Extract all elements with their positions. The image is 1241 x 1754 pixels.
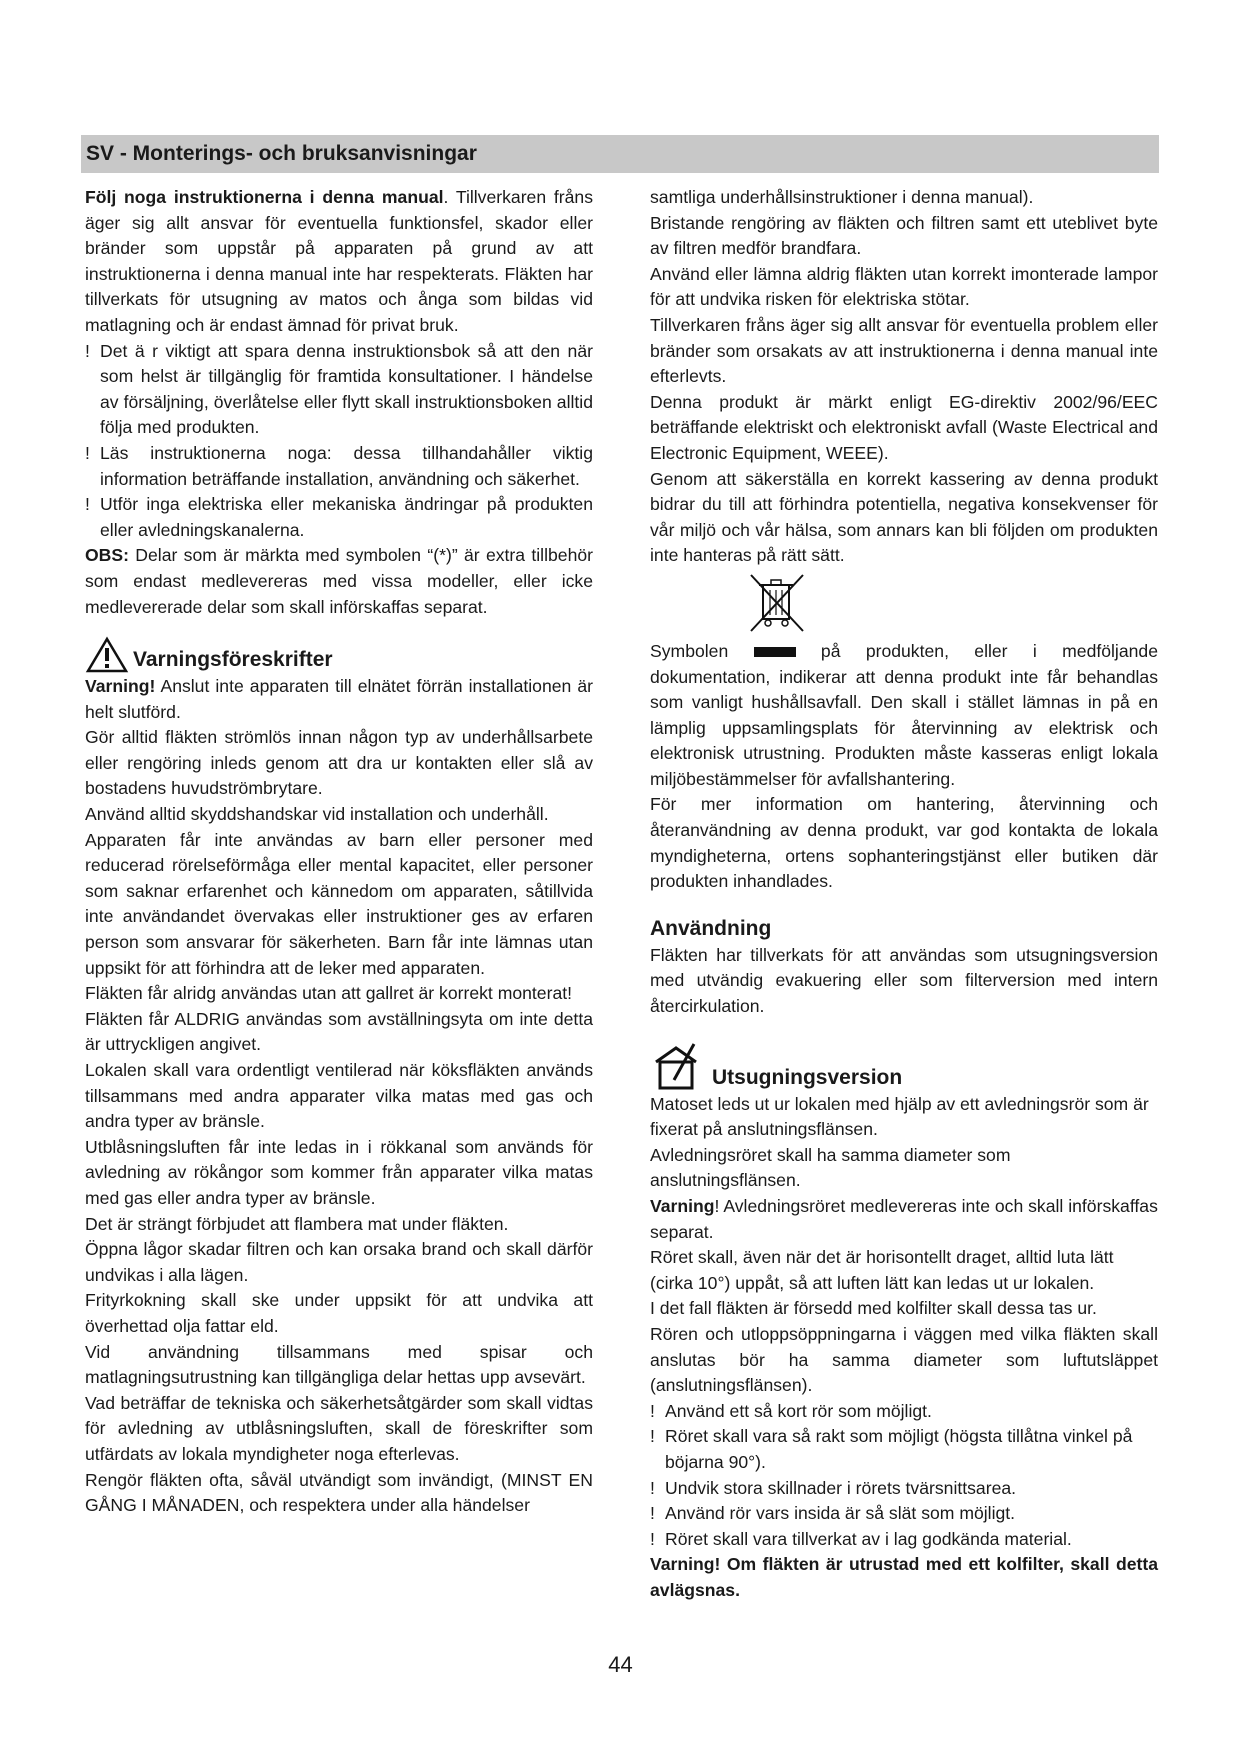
paragraph: Öppna lågor skadar filtren och kan orsaka brand och skall därför undvikas i alla lägen. [85, 1239, 593, 1285]
exclamation-icon: ! [650, 1400, 655, 1421]
paragraph: Vad beträffar de tekniska och säkerhetsåtgärder som skall vidtas för avledning av utblåsningsluften, skall de föreskrifter som utfärdats av lokala myndigheter noga efterlevas. [85, 1392, 593, 1464]
paragraph: Utblåsningsluften får inte ledas in i rökkanal som används för avledning av rökångor som kommer från apparater vilka matas med gas eller andra typer av bränsle. [85, 1136, 593, 1208]
final-warning: Varning! Om fläkten är utrustad med ett kolfilter, skall detta avlägsnas. [650, 1554, 1158, 1600]
paragraph: samtliga underhållsinstruktioner i denna manual). [650, 187, 1034, 207]
exclamation-icon: ! [650, 1477, 655, 1498]
paragraph: Det är strängt förbjudet att flambera mat under fläkten. [85, 1213, 509, 1234]
bullet-straight-pipe [650, 1424, 1158, 1475]
page-header [81, 135, 1159, 173]
exclamation-icon: ! [85, 442, 90, 463]
bullet-keep-manual [85, 339, 593, 441]
paragraph: Tillverkaren fråns äger sig allt ansvar för eventuella problem eller bränder som orsakats av att instruktionerna i denna manual inte efterlevts. [650, 314, 1158, 387]
warning-text: ! Avledningsröret medlevereras inte och skall införskaffas separat. [650, 1196, 1158, 1242]
right-column [650, 185, 1158, 1604]
bullet-text: Använd ett så kort rör som möjligt. [665, 1400, 932, 1421]
symbol-word: på [820, 640, 841, 661]
warning-triangle-icon [85, 636, 129, 674]
bullet-smooth-pipe [650, 1501, 1158, 1527]
paragraph: För mer information om hantering, återvinning och återanvändning av denna produkt, var god kontakta de lokala myndigheterna, ortens sophanteringstjänst eller butiken där produkten inhandlades. [650, 794, 1158, 892]
usage-heading: Användning [650, 916, 772, 940]
exclamation-icon: ! [85, 340, 90, 361]
symbol-line [650, 639, 1158, 665]
paragraph: Använd eller lämna aldrig fläkten utan korrekt imonterade lampor för att undvika risken för elektriska stötar. [650, 263, 1158, 310]
paragraph: Lokalen skall vara ordentligt ventilerad när köksfläkten används tillsammans med andra apparater vilka matas med gas och andra typer av bränsle. [85, 1060, 593, 1132]
exclamation-icon: ! [650, 1426, 655, 1447]
exclamation-icon: ! [85, 494, 90, 515]
bullet-text: Röret skall vara tillverkat av i lag godkända material. [665, 1528, 1072, 1549]
bullet-text: Utför inga elektriska eller mekaniska ändringar på produkten eller avledningskanalerna. [100, 494, 593, 540]
warnings-section-heading [85, 636, 593, 674]
paragraph: Fläkten får ALDRIG användas som avställningsyta om inte detta är uttryckligen angivet. [85, 1008, 593, 1055]
page-number: 44 [608, 1652, 633, 1677]
paragraph: Vid användning tillsammans med spisar och matlagningsutrustning kan tillgängliga delar hettas upp avsevärt. [85, 1341, 593, 1388]
warning-label: Varning [650, 1196, 715, 1216]
bullet-cross-section [650, 1476, 1158, 1502]
paragraph: Avledningsröret skall ha samma diameter som anslutningsflänsen. [650, 1144, 1011, 1191]
warnings-heading: Varningsföreskrifter [133, 648, 333, 672]
left-column [85, 185, 593, 1519]
bullet-approved-material [650, 1527, 1158, 1553]
bullet-no-modifications [85, 492, 593, 543]
usage-section-heading [650, 915, 1158, 943]
obs-text: Delar som är märkta med symbolen “(*)” är extra tillbehör som endast medlevereras med vissa modeller, eller icke medlevererade delar som skall införskaffas separat. [85, 545, 593, 617]
symbol-word: i [1032, 640, 1037, 661]
bullet-text: Det ä r viktigt att spara denna instruktionsbok så att den när som helst är tillgänglig för framtida konsultationer. I händelse av försäljning, överlåtelse eller flytt skall instruktionsboken alltid följa med produkten. [100, 340, 593, 438]
weee-bar-icon [754, 647, 796, 657]
symbol-word: produkten, [865, 640, 949, 661]
paragraph: Fläkten har tillverkats för att användas som utsugningsversion med utvändig evakuering eller som filterversion med intern återcirkulation. [650, 944, 1158, 1017]
exhaust-section-heading [650, 1040, 1158, 1092]
intro-text: . Tillverkaren fråns äger sig allt ansvar för eventuella funktionsfel, skador eller bränder som uppstår på apparaten på grund av att instruktionerna i denna manual inte har respekterats. Fläkten har tillverkats för utsugning av matos och ånga som bildas vid matlagning och är endast ämnad för privat bruk. [85, 187, 594, 335]
bullet-read-instructions [85, 441, 593, 492]
paragraph: I det fall fläkten är försedd med kolfilter skall dessa tas ur. [650, 1298, 1097, 1319]
paragraph: dokumentation, indikerar att denna produkt inte får behandlas som vanligt hushållsavfall. Den skall i stället lämnas in på en lämplig uppsamlingsplats för återvinning av elektrisk och elektronisk utrustning. Produkten måste kasseras enligt lokala miljöbestämmelser för avfallshantering. [650, 666, 1158, 789]
obs-label: OBS: [85, 545, 129, 566]
house-exhaust-icon [650, 1040, 710, 1092]
weee-symbol-area [650, 569, 1158, 639]
warning-paragraph [85, 674, 593, 725]
paragraph: Använd alltid skyddshandskar vid installation och underhåll. [85, 804, 549, 825]
bullet-text: Läs instruktionerna noga: dessa tillhandahåller viktig information beträffande installation, användning och säkerhet. [100, 442, 593, 489]
paragraph: Apparaten får inte användas av barn eller personer med reducerad rörelseförmåga eller mental kapacitet, eller personer som saknar erfarenhet och kännedom om apparaten, såtillvida inte användandet övervakas eller instruktioner ges av erfaren person som ansvarar för säkerheten. Barn får inte lämnas utan uppsikt för att förhindra att de leker med apparaten. [85, 829, 593, 978]
obs-paragraph [85, 543, 593, 620]
paragraph: Röret skall, även när det är horisontellt draget, alltid luta lätt (cirka 10°) uppåt, så att luften lätt kan ledas ut ur lokalen. [650, 1247, 1114, 1293]
symbol-word: medföljande [1062, 640, 1158, 661]
bullet-text: Undvik stora skillnader i rörets tvärsnittsarea. [665, 1477, 1017, 1498]
paragraph: Genom att säkerställa en korrekt kassering av denna produkt bidrar du till att förhindra potentiella, negativa konsekvenser för vår miljö och vår hälsa, som annars kan bli följden om produkten inte hanteras på rätt sätt. [650, 468, 1158, 566]
bullet-short-pipe [650, 1399, 1158, 1425]
paragraph: Frityrkokning skall ske under uppsikt för att undvika att överhettad olja fattar eld. [85, 1290, 593, 1336]
paragraph: Gör alltid fläkten strömlös innan någon typ av underhållsarbete eller rengöring inleds genom att dra ur kontakten eller slå av bostadens huvudströmbrytare. [85, 727, 593, 799]
paragraph: Denna produkt är märkt enligt EG-direktiv 2002/96/EEC beträffande elektriskt och elektroniskt avfall (Waste Electrical and Electronic Equipment, WEEE). [650, 391, 1158, 463]
exhaust-heading: Utsugningsversion [712, 1065, 903, 1089]
crossed-bin-icon [747, 573, 807, 635]
symbol-word: eller [974, 640, 1008, 661]
warning-paragraph [650, 1194, 1158, 1245]
warning-label: Varning! [85, 676, 156, 697]
symbol-word: Symbolen [650, 640, 729, 661]
paragraph: Matoset leds ut ur lokalen med hjälp av ett avledningsrör som är fixerat på anslutningsflänsen. [650, 1093, 1149, 1140]
exclamation-icon: ! [650, 1503, 655, 1524]
paragraph: Rengör fläkten ofta, såväl utvändigt som invändigt, (MINST EN GÅNG I MÅNADEN, och respektera under alla händelser [85, 1469, 593, 1516]
exclamation-icon: ! [650, 1528, 655, 1549]
header-title: SV - Monterings- och bruksanvisningar [86, 142, 477, 165]
paragraph: Bristande rengöring av fläkten och filtren samt ett uteblivet byte av filtren medför brandfara. [650, 212, 1158, 259]
paragraph: Fläkten får alridg användas utan att gallret är korrekt monterat! [85, 983, 573, 1004]
bullet-text: Röret skall vara så rakt som möjligt (högsta tillåtna vinkel på böjarna 90°). [665, 1426, 1133, 1472]
warning-text: Anslut inte apparaten till elnätet förrän installationen är helt slutförd. [85, 676, 593, 722]
intro-bold: Följ noga instruktionerna i denna manual [85, 187, 444, 207]
intro-paragraph [85, 185, 593, 339]
bullet-text: Använd rör vars insida är så slät som möjligt. [665, 1503, 1016, 1524]
paragraph: Rören och utloppsöppningarna i väggen med vilka fläkten skall anslutas bör ha samma diameter som luftutsläppet (anslutningsflänsen). [650, 1323, 1158, 1396]
